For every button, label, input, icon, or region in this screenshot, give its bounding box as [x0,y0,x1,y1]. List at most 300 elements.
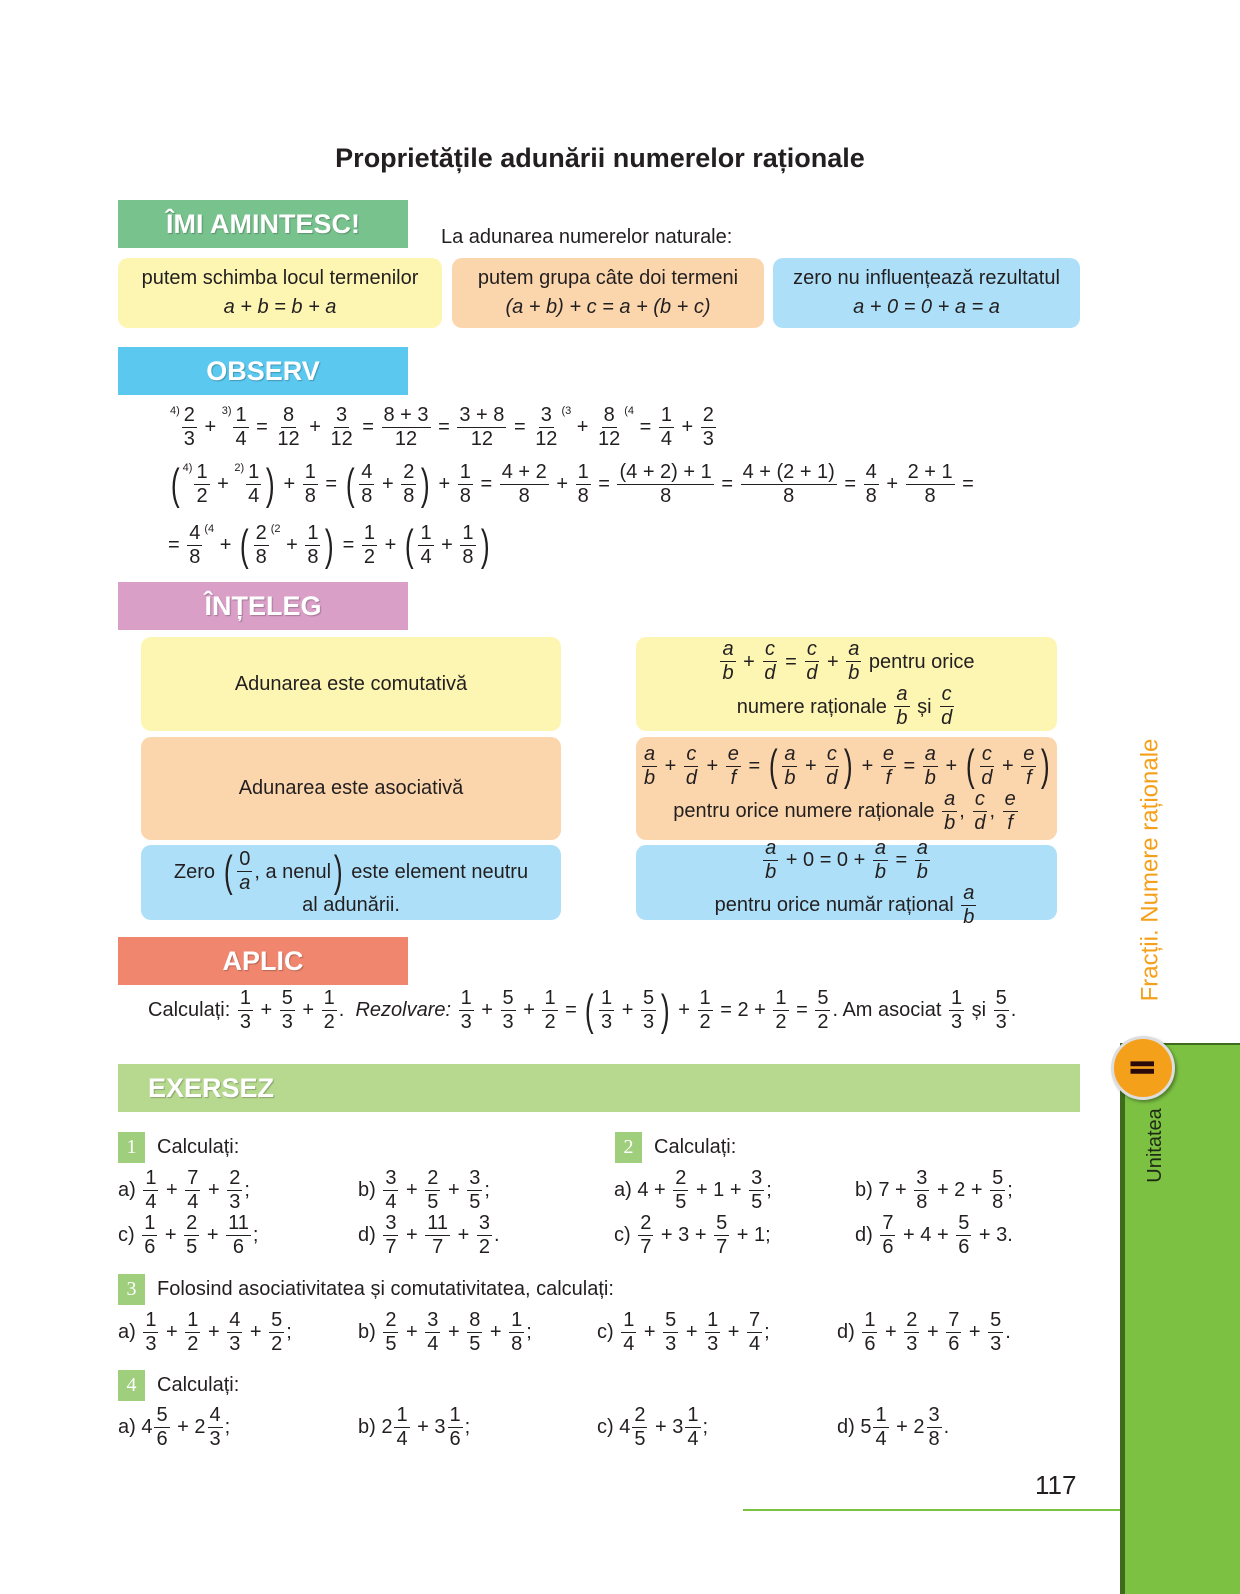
math-text: = [432,416,456,438]
chapter-title: Fracții. Numere raționale [1136,738,1164,1002]
numerator: 3 [385,1167,397,1189]
fraction [949,988,964,1033]
numerator: 5 [281,987,293,1009]
math-text: + [484,1321,508,1343]
exercise-2-header [615,1132,736,1163]
exercise-3-header [118,1274,614,1305]
math-text: și [966,999,992,1021]
math-text: . Am asociat [832,999,947,1021]
math-text: ; [286,1321,292,1343]
fraction [596,405,622,450]
math-text: + [700,755,724,777]
denominator: 8 [865,485,877,507]
numerator: e [727,742,739,765]
fraction [194,462,209,507]
parenthesis: ) [844,741,854,790]
numerator: a [896,683,908,705]
amplification-marker: 4) [170,405,180,417]
parenthesis: ) [334,846,343,896]
denominator: 8 [660,485,672,507]
math-text: = [889,849,913,871]
reminder-text: zero nu influențează rezultatul [793,267,1060,289]
formula-line [640,741,1053,790]
fraction [685,1405,700,1450]
math-text: + 3. [973,1224,1013,1246]
exercise-item [358,1405,470,1450]
fraction [741,462,837,507]
numerator: c [806,638,817,660]
denominator: a [239,872,251,894]
math-text: + [254,999,278,1021]
math-text: + [435,534,459,556]
numerator: 1 [577,461,589,483]
numerator: 4 + (2 + 1) [742,461,835,483]
math-text: . [338,999,356,1021]
math-text: + [452,1224,475,1246]
denominator: 4 [427,1333,439,1355]
denominator: 2 [187,1333,199,1355]
fraction [763,838,778,883]
denominator: d [806,662,818,684]
denominator: 8 [304,485,316,507]
fraction [143,1310,158,1355]
exercise-item [118,1213,258,1258]
numerator: 1 [449,1404,461,1426]
fraction [673,1168,688,1213]
associative-reminder [452,258,764,328]
denominator: 2 [775,1011,787,1033]
numerator: 1 [511,1309,523,1331]
fraction [425,1213,450,1258]
parenthesis: ( [404,520,414,570]
math-text: ; [464,1416,471,1438]
fraction [617,462,713,507]
denominator: 6 [232,1236,244,1258]
exercise-item [358,1168,490,1213]
neutral-element-box [141,845,561,920]
fraction [726,744,741,789]
fraction [154,1405,169,1450]
numerator: 1 [196,461,208,483]
denominator: 2 [196,485,208,507]
numerator: 1 [396,1404,408,1426]
math-text: și [911,695,938,718]
denominator: 8 [916,1191,928,1213]
denominator: f [1007,811,1013,834]
numerator: a [765,836,777,859]
exercise-item [597,1405,708,1450]
denominator: 3 [950,1011,963,1033]
amplification-marker: (3 [561,405,572,417]
fraction [873,838,888,883]
denominator: 3 [502,1011,514,1033]
denominator: 3 [209,1428,221,1450]
fraction [705,1310,720,1355]
numerator: a [874,836,886,859]
numerator: 1 [235,404,247,426]
exercise-item [597,1310,770,1355]
property-name: Adunarea este comutativă [234,672,468,695]
fraction [880,1213,895,1258]
amplification-marker: (4 [204,523,215,535]
fraction [362,523,377,568]
fraction [749,1168,764,1213]
math-text: + [244,1321,268,1343]
denominator: 7 [716,1236,728,1258]
math-text: = 2 + [714,999,772,1021]
exercise-number: 4 [118,1370,145,1401]
neutral-element-text-2: al adunării. [302,894,400,916]
numerator: 1 [145,1167,157,1189]
math-text: + [517,999,541,1021]
denominator: 7 [385,1236,397,1258]
math-text: + [280,534,304,556]
numerator: 2 [675,1167,687,1189]
understand-banner: ÎNȚELEG [118,582,408,630]
numerator: 5 [642,987,655,1009]
numerator: (4 + 2) + 1 [619,461,712,483]
math-text: = [790,999,814,1021]
fraction [383,1168,398,1213]
numerator: 5 [716,1212,728,1234]
math-text: + [211,473,235,495]
numerator: 1 [864,1309,876,1331]
parenthesis: ( [585,985,595,1035]
practice-banner: EXERSEZ [118,1064,1080,1112]
amplification-marker: 4) [182,462,193,474]
fraction [280,988,295,1033]
numerator: a [848,638,860,660]
fraction [720,639,735,684]
parenthesis: ( [239,520,249,570]
denominator: 2 [478,1236,490,1258]
math-text: + [160,1179,184,1201]
remember-intro: La adunarea numerelor naturale: [441,226,733,248]
fraction [467,1168,482,1213]
commutative-formula-box [636,637,1057,731]
fraction [359,462,374,507]
math-text: ; [224,1416,231,1438]
numerator: 1 [187,1309,199,1331]
numerator: c [981,742,992,765]
numerator: 8 [282,404,295,426]
reminder-formula: a + 0 = 0 + a = a [853,296,1000,318]
fraction [762,639,777,684]
numerator: 1 [323,987,335,1009]
formula-line [737,684,956,729]
fraction [501,988,516,1033]
fraction [457,405,506,450]
denominator: 4 [875,1428,887,1450]
denominator: d [764,662,776,684]
numerator: 1 [459,461,471,483]
math-text: + [880,473,904,495]
numerator: 1 [460,987,472,1009]
denominator: 3 [281,1011,293,1033]
denominator: 4 [385,1191,397,1213]
denominator: 6 [156,1428,168,1450]
numerator: a [916,836,928,859]
numerator: c [764,638,775,660]
numerator: 7 [948,1309,960,1331]
fraction [923,744,938,789]
numerator: 3 + 8 [459,404,505,426]
numerator: 1 [707,1309,719,1331]
denominator: b [765,860,777,883]
fraction [184,1213,199,1258]
exercise-item [118,1168,250,1213]
denominator: 4 [145,1191,157,1213]
fraction [994,988,1009,1033]
numerator: 1 [420,522,432,544]
fraction [714,1213,729,1258]
fraction [1003,789,1018,834]
numerator: 2 [906,1309,918,1331]
math-text: c) 4 [597,1416,631,1438]
math-text: ; [244,1179,250,1201]
denominator: 12 [330,428,353,450]
math-text: + 1; [731,1224,771,1246]
math-text: + 3 + [655,1224,713,1246]
numerator: 1 [950,987,963,1009]
denominator: 12 [598,428,621,450]
denominator: 2 [699,1011,711,1033]
fraction [542,988,557,1033]
fraction [237,849,252,894]
math-text: + [638,1321,662,1343]
math-text: + 2 [890,1416,925,1438]
denominator: f [885,766,892,789]
denominator: 6 [882,1236,894,1258]
math-text: + 2 + [931,1179,989,1201]
denominator: b [924,766,936,789]
denominator: 3 [707,1333,719,1355]
denominator: 3 [145,1333,157,1355]
denominator: 3 [460,1011,472,1033]
denominator: d [685,766,697,789]
fraction [533,405,559,450]
numerator: 1 [660,404,672,426]
parenthesis: ( [965,741,975,790]
exercise-prompt: Folosind asociativitatea și comutativitatea, calculați: [157,1278,614,1300]
math-text: + [921,1321,945,1343]
observe-line-2 [168,459,974,509]
math-text: + 3 [649,1416,684,1438]
denominator: b [643,766,656,789]
numerator: e [882,742,894,765]
denominator: 4 [248,485,260,507]
math-text: + [672,999,696,1021]
fraction [305,523,320,568]
fraction [467,1310,482,1355]
fraction [881,744,896,789]
denominator: 2 [323,1011,335,1033]
exercise-prompt: Calculați: [157,1374,240,1396]
fraction [621,1310,636,1355]
fraction [246,462,261,507]
fraction [946,1310,961,1355]
fraction [185,1168,200,1213]
numerator: 5 [502,987,514,1009]
math-text: + [201,1224,225,1246]
denominator: b [944,811,956,834]
denominator: 3 [990,1333,1002,1355]
math-text: = [956,473,974,495]
numerator: c [686,742,697,765]
fraction [972,789,987,834]
math-text: + [879,1321,903,1343]
numerator: 3 [751,1167,763,1189]
fraction [698,988,713,1033]
exercise-item [614,1168,772,1213]
apply-example [148,985,1017,1035]
numerator: 3 [427,1309,439,1331]
denominator: 12 [470,428,493,450]
math-text: + [571,416,595,438]
numerator: 2 [403,461,415,483]
exercise-item [855,1168,1013,1213]
fraction [477,1213,492,1258]
math-text: numere raționale [736,695,893,718]
amplification-marker: (4 [624,405,635,417]
denominator: 8 [361,485,373,507]
math-text: + [442,1321,466,1343]
math-text: . [1005,1321,1011,1343]
numerator: 5 [995,987,1007,1009]
math-text: d) [837,1321,861,1343]
numerator: 1 [687,1404,699,1426]
fraction [500,462,549,507]
parenthesis: ) [1041,741,1051,790]
fraction [425,1168,440,1213]
exercise-1-header [118,1132,239,1163]
numerator: 1 [239,987,251,1009]
math-text: + [680,1321,704,1343]
italic-label: Rezolvare: [355,999,452,1021]
neutral-formula-box [636,836,1057,928]
denominator: 8 [783,485,795,507]
denominator: 3 [239,1011,251,1033]
numerator: 5 [990,1309,1002,1331]
denominator: d [981,766,993,789]
exercise-item [855,1213,1013,1258]
fraction [401,462,416,507]
denominator: 4 [187,1191,199,1213]
numerator: 2 [702,404,714,426]
math-text: + [675,416,699,438]
numerator: 5 [992,1167,1004,1189]
exercise-prompt: Calculați: [654,1136,737,1158]
denominator: b [896,707,908,729]
numerator: 11 [228,1212,249,1234]
numerator: 3 [928,1404,940,1426]
math-text: + [400,1179,424,1201]
math-text: = [838,473,862,495]
observe-line-1 [170,405,718,450]
numerator: 8 + 3 [383,404,429,426]
numerator: 2 [183,404,195,426]
exercise-number: 1 [118,1132,145,1163]
numerator: 5 [665,1309,677,1331]
fraction [458,462,473,507]
math-text: + [856,755,879,777]
fraction [979,744,994,789]
math-text: + [198,416,222,438]
fraction [322,988,337,1033]
denominator: 7 [432,1236,444,1258]
numerator: 1 [363,522,376,544]
math-text: = [592,473,616,495]
zero-reminder [773,258,1080,328]
denominator: b [784,766,796,789]
fraction [227,1168,242,1213]
fraction [142,1213,157,1258]
parenthesis: ( [768,741,778,790]
math-text: = [474,473,498,495]
math-text: ; [1007,1179,1013,1201]
parenthesis: ) [325,520,335,570]
denominator: 5 [675,1191,687,1213]
math-text: + [939,755,963,777]
math-text: + [722,1321,745,1343]
fraction [632,1405,647,1450]
denominator: 5 [186,1236,198,1258]
numerator: 3 [336,404,348,426]
numerator: 2 [255,522,267,544]
fraction [815,988,830,1033]
math-text: + [379,534,402,556]
math-text: d) [855,1224,879,1246]
exercise-item [837,1310,1011,1355]
numerator: c [826,742,837,765]
math-text: a) 4 + [614,1179,672,1201]
numerator: 5 [271,1309,283,1331]
fraction [747,1310,762,1355]
denominator: f [730,766,737,789]
observe-line-3 [168,520,492,570]
numerator: 4 [361,461,373,483]
denominator: 8 [992,1191,1004,1213]
fraction [328,405,354,450]
numerator: 1 [462,522,474,544]
math-text: ; [484,1179,490,1201]
numerator: 1 [304,461,316,483]
denominator: 4 [420,546,432,568]
fraction [641,988,656,1033]
numerator: 4 + 2 [501,461,547,483]
math-text [451,999,457,1022]
fraction [638,1213,653,1258]
fraction [233,405,248,450]
unit-sidebar-tab [1120,1043,1240,1594]
fraction [864,462,879,507]
denominator: d [941,707,953,729]
denominator: 3 [906,1333,918,1355]
numerator: a [784,742,796,765]
math-text: = [168,534,186,556]
numerator: 3 [916,1167,928,1189]
reminder-formula: a + b = b + a [223,296,337,318]
math-text: Calculați: [148,999,236,1021]
numerator: a [722,638,734,660]
denominator: 8 [924,485,936,507]
math-text: + [160,1321,184,1343]
reminder-text: putem grupa câte doi termeni [477,267,739,289]
denominator: 6 [144,1236,156,1258]
fraction [254,523,269,568]
denominator: 3 [642,1011,655,1033]
numerator: 2 [186,1212,198,1234]
